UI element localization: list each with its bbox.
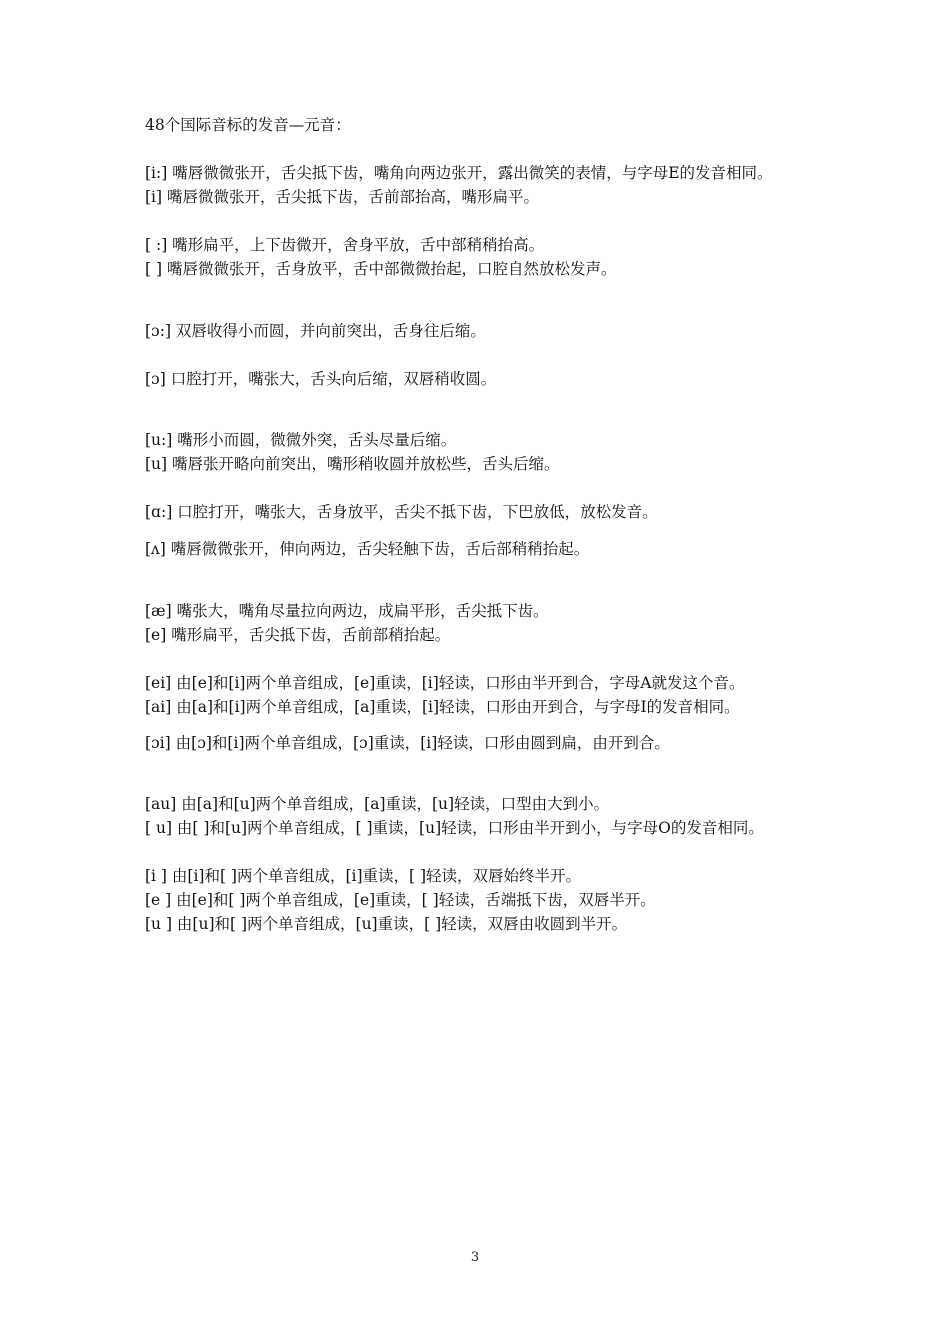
entry-open-o-long: [ɔ:] 双唇收得小而圆，并向前突出，舌身往后缩。	[145, 322, 486, 340]
entry-ou: [ u] 由[ ]和[u]两个单音组成，[ ]重读，[u]轻读，口形由半开到小，与字母O的发音相同。	[145, 819, 764, 837]
document-body	[145, 113, 817, 936]
entry-ash: [æ] 嘴张大，嘴角尽量拉向两边，成扁平形，舌尖抵下齿。	[145, 602, 549, 620]
entry-i-short: [i] 嘴唇微微张开，舌尖抵下齿，舌前部抬高，嘴形扁平。	[145, 188, 539, 206]
entry-schwa-long: [ :] 嘴形扁平，上下齿微开，舍身平放，舌中部稍稍抬高。	[145, 236, 545, 254]
entry-oi: [ɔi] 由[ɔ]和[i]两个单音组成，[ɔ]重读，[i]轻读，口形由圆到扁，由开到合。	[145, 734, 670, 752]
entry-a-long: [ɑ:] 口腔打开，嘴张大，舌身放平，舌尖不抵下齿，下巴放低，放松发音。	[145, 503, 658, 521]
entry-u-short: [u] 嘴唇张开略向前突出，嘴形稍收圆并放松些，舌头后缩。	[145, 455, 560, 473]
entry-i-long: [i:] 嘴唇微微张开，舌尖抵下齿，嘴角向两边张开，露出微笑的表情，与字母E的发音相同。	[145, 164, 773, 182]
entry-au: [au] 由[a]和[u]两个单音组成，[a]重读，[u]轻读，口型由大到小。	[145, 795, 610, 813]
entry-e: [e] 嘴形扁平，舌尖抵下齿，舌前部稍抬起。	[145, 626, 451, 644]
entry-open-o-short: [ɔ] 口腔打开，嘴张大，舌头向后缩，双唇稍收圆。	[145, 370, 497, 388]
entry-ai: [ai] 由[a]和[i]两个单音组成，[a]重读，[i]轻读，口形由开到合，与字母I的发音相同。	[145, 698, 740, 716]
entry-u-long: [u:] 嘴形小而圆，微微外突，舌头尽量后缩。	[145, 431, 457, 449]
entry-schwa-short: [ ] 嘴唇微微张开，舌身放平，舌中部微微抬起，口腔自然放松发声。	[145, 260, 617, 278]
page-number: 3	[470, 1250, 480, 1265]
entry-wedge: [ʌ] 嘴唇微微张开，伸向两边，舌尖轻触下齿，舌后部稍稍抬起。	[145, 540, 590, 558]
entry-ie: [i ] 由[i]和[ ]两个单音组成，[i]重读，[ ]轻读，双唇始终半开。	[145, 867, 582, 885]
document-title: 48个国际音标的发音—元音：	[145, 116, 351, 134]
entry-ei: [ei] 由[e]和[i]两个单音组成，[e]重读，[i]轻读，口形由半开到合，字母A就发这个音。	[145, 674, 745, 692]
entry-ue: [u ] 由[u]和[ ]两个单音组成，[u]重读，[ ]轻读，双唇由收圆到半开。	[145, 915, 628, 933]
entry-ee: [e ] 由[e]和[ ]两个单音组成，[e]重读，[ ]轻读，舌端抵下齿，双唇半开。	[145, 891, 656, 909]
